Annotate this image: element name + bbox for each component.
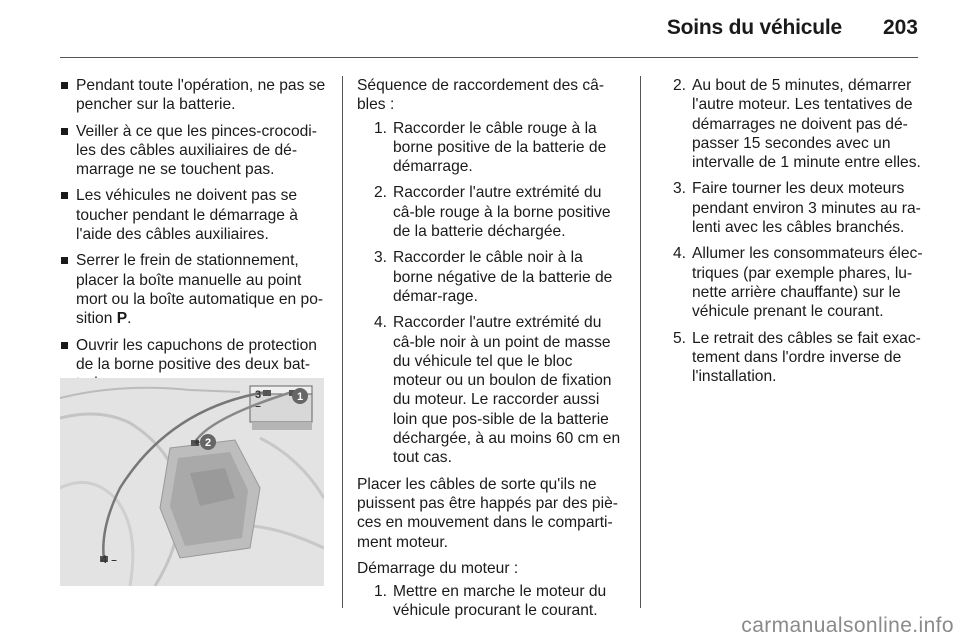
page-number: 203 (882, 16, 918, 39)
step-item: 3. Faire tourner les deux moteurs pendant environ 3 minutes au ra-lenti avec les câbles branchés. (672, 180, 921, 237)
step-item: 5. Le retrait des câbles se fait exac-tement dans l'ordre inverse de l'installation. (672, 329, 921, 386)
column-2 (357, 76, 625, 628)
callout-2-label: 2 (204, 437, 212, 449)
column-divider (640, 76, 641, 608)
header-divider (60, 57, 918, 58)
callout-1-label: 1 (296, 391, 304, 403)
column-1 (60, 76, 328, 400)
step-item: 1. Raccorder le câble rouge à la borne positive de la batterie de démarrage. (373, 119, 607, 176)
bullet-item: Les véhicules ne doivent pas se toucher pendant le démarrage à l'aide des câbles auxiliaires. (60, 186, 328, 244)
sequence-intro: Séquence de raccordement des câ-bles : (357, 77, 605, 114)
step-item: 4. Allumer les consommateurs élec-triques (par exemple phares, lu-nette arrière chauffante) sur le véhicule prenant le courant. (672, 245, 923, 321)
section-title: Soins du véhicule (666, 16, 842, 39)
bullet-item: Ouvrir les capuchons de protection de la borne positive des deux bat- (60, 336, 328, 394)
step-item: 2. Au bout de 5 minutes, démarrer l'autre moteur. Les tentatives de démarrages ne doivent pas dé-passer 15 secondes avec un intervalle de 1 minute entre elles. (672, 77, 921, 172)
start-intro: Démarrage du moteur : (357, 559, 519, 577)
step-item: 1. Mettre en marche le moteur du véhicule procurant le courant. (373, 583, 607, 620)
jump-start-illustration (60, 378, 324, 586)
bullet-item: Veiller à ce que les pinces-crocodi-les des câbles auxiliaires de dé-marrage ne se touchent pas. (60, 122, 328, 180)
column-divider (342, 76, 343, 608)
step-item: 2. Raccorder l'autre extrémité du câ-ble rouge à la borne positive de la batterie déchargée. (373, 184, 611, 241)
plus-sign: + (193, 437, 201, 449)
minus-sign-ground: – (111, 555, 117, 566)
column-3 (666, 76, 928, 393)
bullet-item: Serrer le frein de stationnement, placer la boîte manuelle au point mort ou la boîte automatique en po-sition P. (60, 251, 328, 328)
callout-3-label: 3 (254, 389, 262, 401)
page-header (0, 0, 960, 62)
minus-sign-battery: – (255, 401, 261, 412)
placement-note: Placer les câbles de sorte qu'ils ne puissent pas être happés par des piè-ces en mouvement dans le comparti-ment moteur. (357, 475, 618, 551)
step-item: 3. Raccorder le câble noir à la borne négative de la batterie de démar-rage. (373, 249, 613, 305)
step-item: 4. Raccorder l'autre extrémité du câ-ble noir à un point de masse du véhicule tel que le bloc moteur ou un boulon de fixation du moteur. Le raccorder aussi loin que pos-sible de la batterie déchargée, à au moins 60 cm en tout cas. (373, 314, 621, 467)
watermark: carmanualsonline.info (741, 614, 954, 637)
bullet-item: Pendant toute l'opération, ne pas se pencher sur la batterie. (60, 76, 328, 115)
gear-position-p: P (116, 310, 128, 328)
callout-4-label: 4 (100, 554, 108, 566)
engine-bay-drawing (60, 378, 324, 586)
